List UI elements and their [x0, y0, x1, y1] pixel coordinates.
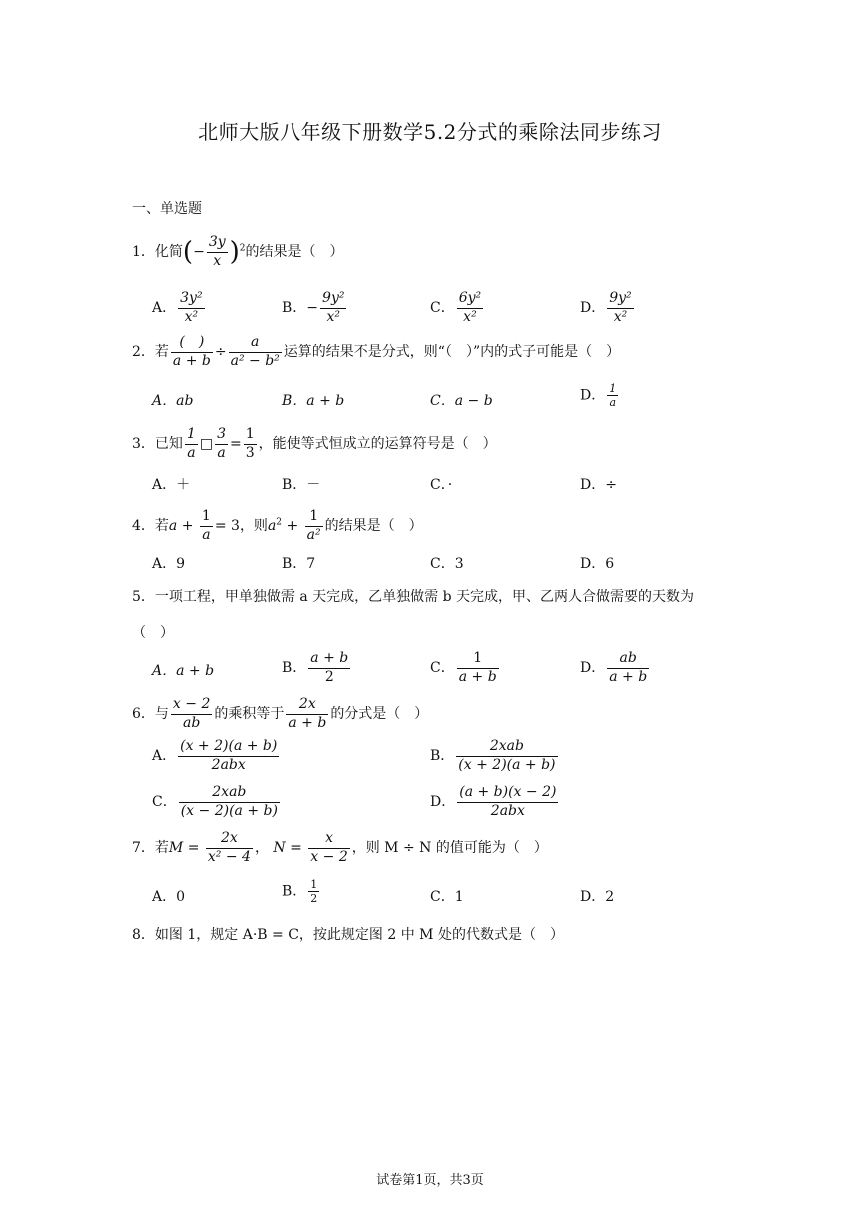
- q3-option-d: D．÷: [580, 477, 617, 493]
- page-title: 北师大版八年级下册数学5.2分式的乘除法同步练习: [198, 120, 662, 144]
- q7-option-d: D．2: [580, 889, 615, 905]
- q2-option-a: A．ab: [152, 393, 194, 409]
- q7-option-b: B． $\frac{1}{2}$: [282, 878, 318, 906]
- q6-option-d: D． $\frac{(a + b)(x - 2)}{\text{2abx}}$: [430, 784, 557, 819]
- question-5-line1: 5．一项工程，甲单独做需 a 天完成，乙单独做需 b 天完成，甲、乙两人合做需要的天数为: [132, 589, 695, 605]
- question-2: 2．若 $\frac{( )}{a + b}$ ÷ $\frac{a}{\text{a² − b²}}$ 运算的结果不是分式，则“（ ）”内的式子可能是（ ）: [132, 334, 621, 369]
- q2-option-d: D． $\frac{1}{a}$: [580, 382, 617, 410]
- q4-option-a: A．9: [152, 556, 186, 572]
- section-heading: 一、单选题: [132, 201, 202, 217]
- q5-option-a: A．a + b: [152, 663, 215, 679]
- question-6: 6．与 $\frac{x - 2}{ab}$ 的乘积等于 $\frac{2x}{a + b}$ 的分式是（ ）: [132, 696, 429, 731]
- q2-option-c: C．a − b: [430, 393, 493, 409]
- q1-number: 1．: [132, 244, 155, 260]
- question-7: 7．若M = $\frac{2x}{\text{x² − 4}}$ ， N = $\frac{x}{x - 2}$ ，则 M ÷ N 的值可能为（ ）: [132, 830, 548, 865]
- q1-option-d: D． $\frac{\text{9y²}}{\text{x²}}$: [580, 290, 632, 325]
- q3-option-b: B．－: [282, 477, 321, 493]
- q1-post: 的结果是（ ）: [245, 244, 344, 260]
- q1-option-c: C． $\frac{\text{6y²}}{\text{x²}}$: [430, 290, 482, 325]
- question-8: 8．如图 1，规定 A·B = C，按此规定图 2 中 M 处的代数式是（ ）: [132, 927, 564, 943]
- q6-option-a: A． $\frac{(x + 2)(a + b)}{\text{2abx}}$: [152, 738, 278, 773]
- question-5-line2: （ ）: [132, 625, 174, 641]
- q4-option-c: C．3: [430, 556, 464, 572]
- q1-option-b: B．− $\frac{\text{9y²}}{\text{x²}}$: [282, 290, 345, 325]
- q1-pre: 化简: [154, 244, 183, 260]
- q4-option-d: D．6: [580, 556, 615, 572]
- q3-option-a: A．＋: [152, 477, 191, 493]
- page-footer: 试卷第1页，共3页: [376, 1173, 484, 1188]
- q7-option-c: C．1: [430, 889, 464, 905]
- question-3: 3．已知 $\frac{1}{a}$ □ $\frac{3}{a}$ = $\frac{1}{3}$ ，能使等式恒成立的运算符号是（ ）: [132, 426, 497, 461]
- q3-option-c: C．·: [430, 477, 453, 493]
- q5-option-c: C． $\frac{1}{a + b}$: [430, 650, 497, 685]
- q1-option-a: A． $\frac{\text{3y²}}{\text{x²}}$: [152, 290, 203, 325]
- question-4: 4．若a + $\frac{1}{a}$ = 3，则$a^2$ + $\frac{1}{\text{a²}}$ 的结果是（ ）: [132, 508, 423, 543]
- q6-option-c: C． $\frac{\text{2xab}}{(x - 2)(a + b)}$: [152, 784, 278, 819]
- question-1: 1．化简(− $\frac{3y}{x}$ )$^2$的结果是（ ）: [132, 234, 344, 269]
- q2-option-b: B．a + b: [282, 393, 345, 409]
- q6-option-b: B． $\frac{\text{2xab}}{(x + 2)(a + b)}$: [430, 738, 556, 773]
- q5-option-d: D． $\frac{ab}{a + b}$: [580, 650, 648, 685]
- q4-option-b: B．7: [282, 556, 316, 572]
- q7-option-a: A．0: [152, 889, 186, 905]
- q5-option-b: B． $\frac{a + b}{2}$: [282, 650, 349, 685]
